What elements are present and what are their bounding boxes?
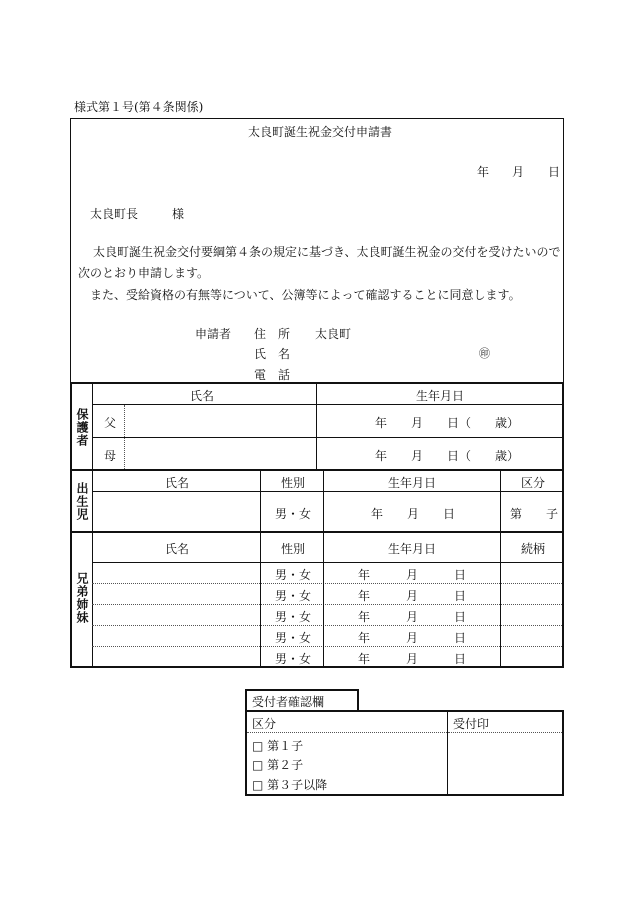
addressee-name: 太良町長 bbox=[90, 207, 139, 221]
applicant-phone-label: 電 話 bbox=[254, 368, 291, 382]
seal-mark: ㊞ bbox=[479, 347, 490, 360]
guardian-birth[interactable]: 年 月 日（ 歳） bbox=[375, 449, 520, 463]
applicant-label: 申請者 bbox=[195, 327, 232, 341]
sibling-birth[interactable]: 年 月 日 bbox=[358, 589, 467, 603]
sibling-birth[interactable]: 年 月 日 bbox=[358, 652, 467, 666]
sibling-sex[interactable]: 男・女 bbox=[275, 652, 312, 666]
newborn-section-label: 出生児 bbox=[75, 482, 89, 521]
body-para1-line1: 太良町誕生祝金交付要綱第４条の規定に基づき、太良町誕生祝金の交付を受けたいので bbox=[93, 245, 561, 259]
newborn-col-sex: 性別 bbox=[281, 476, 306, 490]
date-year: 年 bbox=[477, 165, 490, 179]
sibling-sex[interactable]: 男・女 bbox=[275, 631, 312, 645]
applicant-address-label: 住 所 bbox=[254, 327, 291, 341]
sibling-sex[interactable]: 男・女 bbox=[275, 568, 312, 582]
siblings-col-name: 氏名 bbox=[165, 542, 190, 556]
applicant-name-label: 氏 名 bbox=[254, 347, 291, 361]
guardian-col-birth: 生年月日 bbox=[416, 389, 465, 403]
applicant-address-value[interactable]: 太良町 bbox=[315, 327, 352, 341]
newborn-col-birth: 生年月日 bbox=[388, 476, 437, 490]
receipt-stamp-label: 受付印 bbox=[453, 717, 490, 731]
guardian-relation: 父 bbox=[104, 416, 117, 430]
body-para2: また、受給資格の有無等について、公簿等によって確認することに同意します。 bbox=[90, 288, 521, 302]
guardian-col-name: 氏名 bbox=[190, 389, 215, 403]
body-para1-line2: 次のとおり申請します。 bbox=[78, 266, 210, 280]
sibling-birth[interactable]: 年 月 日 bbox=[358, 610, 467, 624]
receipt-tab-label: 受付者確認欄 bbox=[252, 695, 325, 709]
date-day: 日 bbox=[548, 165, 561, 179]
guardian-birth[interactable]: 年 月 日（ 歳） bbox=[375, 416, 520, 430]
date-month: 月 bbox=[512, 165, 525, 179]
newborn-col-name: 氏名 bbox=[165, 476, 190, 490]
siblings-col-birth: 生年月日 bbox=[388, 542, 437, 556]
guardian-section-label: 保護者 bbox=[75, 408, 89, 447]
newborn-class[interactable]: 第 子 bbox=[510, 507, 559, 521]
sibling-birth[interactable]: 年 月 日 bbox=[358, 568, 467, 582]
sibling-sex[interactable]: 男・女 bbox=[275, 589, 312, 603]
newborn-col-class: 区分 bbox=[521, 476, 546, 490]
siblings-col-sex: 性別 bbox=[281, 542, 306, 556]
siblings-section-label: 兄弟姉妹 bbox=[75, 572, 89, 624]
receipt-option-second-child[interactable]: □ 第２子 bbox=[252, 758, 304, 772]
siblings-col-relation: 続柄 bbox=[521, 542, 546, 556]
guardian-relation: 母 bbox=[104, 449, 117, 463]
receipt-option-first-child[interactable]: □ 第１子 bbox=[252, 739, 304, 753]
addressee-honorific: 様 bbox=[172, 207, 185, 221]
receipt-option-third-child-or-later[interactable]: □ 第３子以降 bbox=[252, 778, 328, 792]
form-number: 様式第１号(第４条関係) bbox=[74, 100, 204, 114]
newborn-birth[interactable]: 年 月 日 bbox=[371, 507, 456, 521]
receipt-class-label: 区分 bbox=[252, 717, 277, 731]
sibling-birth[interactable]: 年 月 日 bbox=[358, 631, 467, 645]
newborn-sex[interactable]: 男・女 bbox=[275, 507, 312, 521]
sibling-sex[interactable]: 男・女 bbox=[275, 610, 312, 624]
form-title: 太良町誕生祝金交付申請書 bbox=[248, 125, 393, 139]
